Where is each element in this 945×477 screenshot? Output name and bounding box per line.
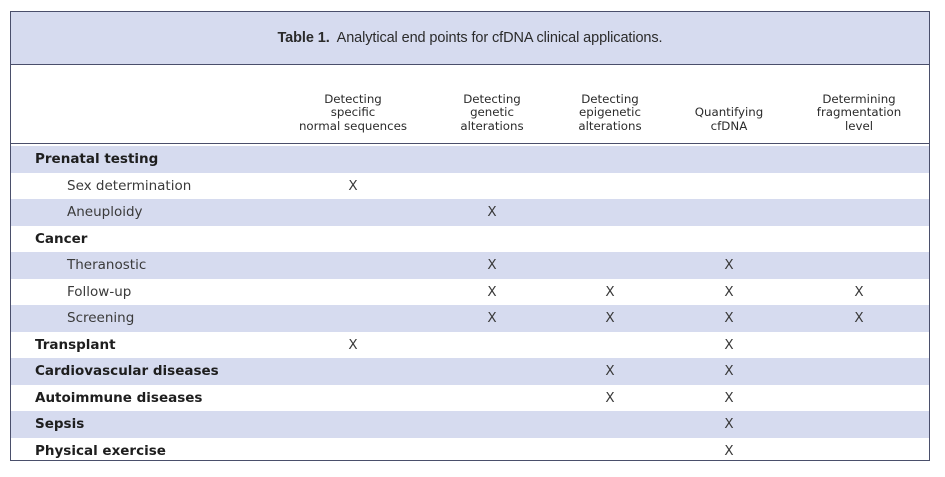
column-header-label: Detecting genetic alterations bbox=[460, 91, 524, 133]
table-row bbox=[11, 279, 929, 306]
table-row bbox=[11, 438, 929, 465]
table-cell-mark: X bbox=[487, 310, 497, 327]
table-cell-mark: X bbox=[605, 389, 615, 406]
table-row bbox=[11, 146, 929, 173]
table-cell-mark: X bbox=[724, 389, 734, 406]
caption-text: Analytical end points for cfDNA clinical applications. bbox=[336, 30, 663, 46]
table-body bbox=[11, 144, 929, 464]
row-subcategory-label: Screening bbox=[67, 310, 135, 327]
row-category-label: Cardiovascular diseases bbox=[35, 363, 219, 380]
table-caption bbox=[11, 12, 929, 65]
table-row bbox=[11, 332, 929, 359]
row-category-label: Prenatal testing bbox=[35, 151, 159, 168]
table-cell-mark: X bbox=[605, 283, 615, 300]
row-subcategory-label: Aneuploidy bbox=[67, 204, 143, 221]
table-cell-mark: X bbox=[724, 283, 734, 300]
table-row bbox=[11, 305, 929, 332]
column-header-label: Quantifying cfDNA bbox=[694, 105, 764, 133]
table-cell-mark: X bbox=[724, 416, 734, 433]
row-category-label: Sepsis bbox=[35, 416, 85, 433]
header-determining-fragmentation bbox=[789, 65, 929, 143]
row-category-label: Physical exercise bbox=[35, 442, 166, 459]
column-header-label: Detecting epigenetic alterations bbox=[578, 91, 642, 133]
row-category-label: Transplant bbox=[35, 336, 116, 353]
row-subcategory-label: Sex determination bbox=[67, 177, 192, 194]
table-row bbox=[11, 252, 929, 279]
header-detecting-epigenetic-alterations bbox=[551, 65, 669, 143]
table-row bbox=[11, 411, 929, 438]
column-header-label: Determining fragmentation level bbox=[816, 91, 902, 133]
table-cell-mark: X bbox=[487, 283, 497, 300]
table-row bbox=[11, 358, 929, 385]
row-category-label: Autoimmune diseases bbox=[35, 389, 203, 406]
table-row bbox=[11, 173, 929, 200]
table-cell-mark: X bbox=[605, 310, 615, 327]
header-detecting-genetic-alterations bbox=[433, 65, 551, 143]
row-category-label: Cancer bbox=[35, 230, 88, 247]
column-header-row bbox=[11, 65, 929, 144]
data-table bbox=[10, 11, 930, 461]
table-cell-mark: X bbox=[605, 363, 615, 380]
table-row bbox=[11, 199, 929, 226]
table-cell-mark: X bbox=[487, 257, 497, 274]
table-cell-mark: X bbox=[854, 283, 864, 300]
row-subcategory-label: Follow-up bbox=[67, 283, 132, 300]
table-row bbox=[11, 226, 929, 253]
caption-label: Table 1. bbox=[277, 30, 330, 46]
column-header-label: Detecting specific normal sequences bbox=[298, 91, 408, 133]
row-subcategory-label: Theranostic bbox=[67, 257, 147, 274]
table-cell-mark: X bbox=[724, 363, 734, 380]
table-cell-mark: X bbox=[724, 257, 734, 274]
table-cell-mark: X bbox=[724, 442, 734, 459]
table-cell-mark: X bbox=[348, 336, 358, 353]
table-cell-mark: X bbox=[348, 177, 358, 194]
header-cell-empty bbox=[11, 65, 273, 143]
table-cell-mark: X bbox=[854, 310, 864, 327]
table-row bbox=[11, 385, 929, 412]
table-cell-mark: X bbox=[724, 336, 734, 353]
header-quantifying-cfdna bbox=[669, 65, 789, 143]
table-cell-mark: X bbox=[724, 310, 734, 327]
table-cell-mark: X bbox=[487, 204, 497, 221]
header-detecting-normal-sequences bbox=[273, 65, 433, 143]
